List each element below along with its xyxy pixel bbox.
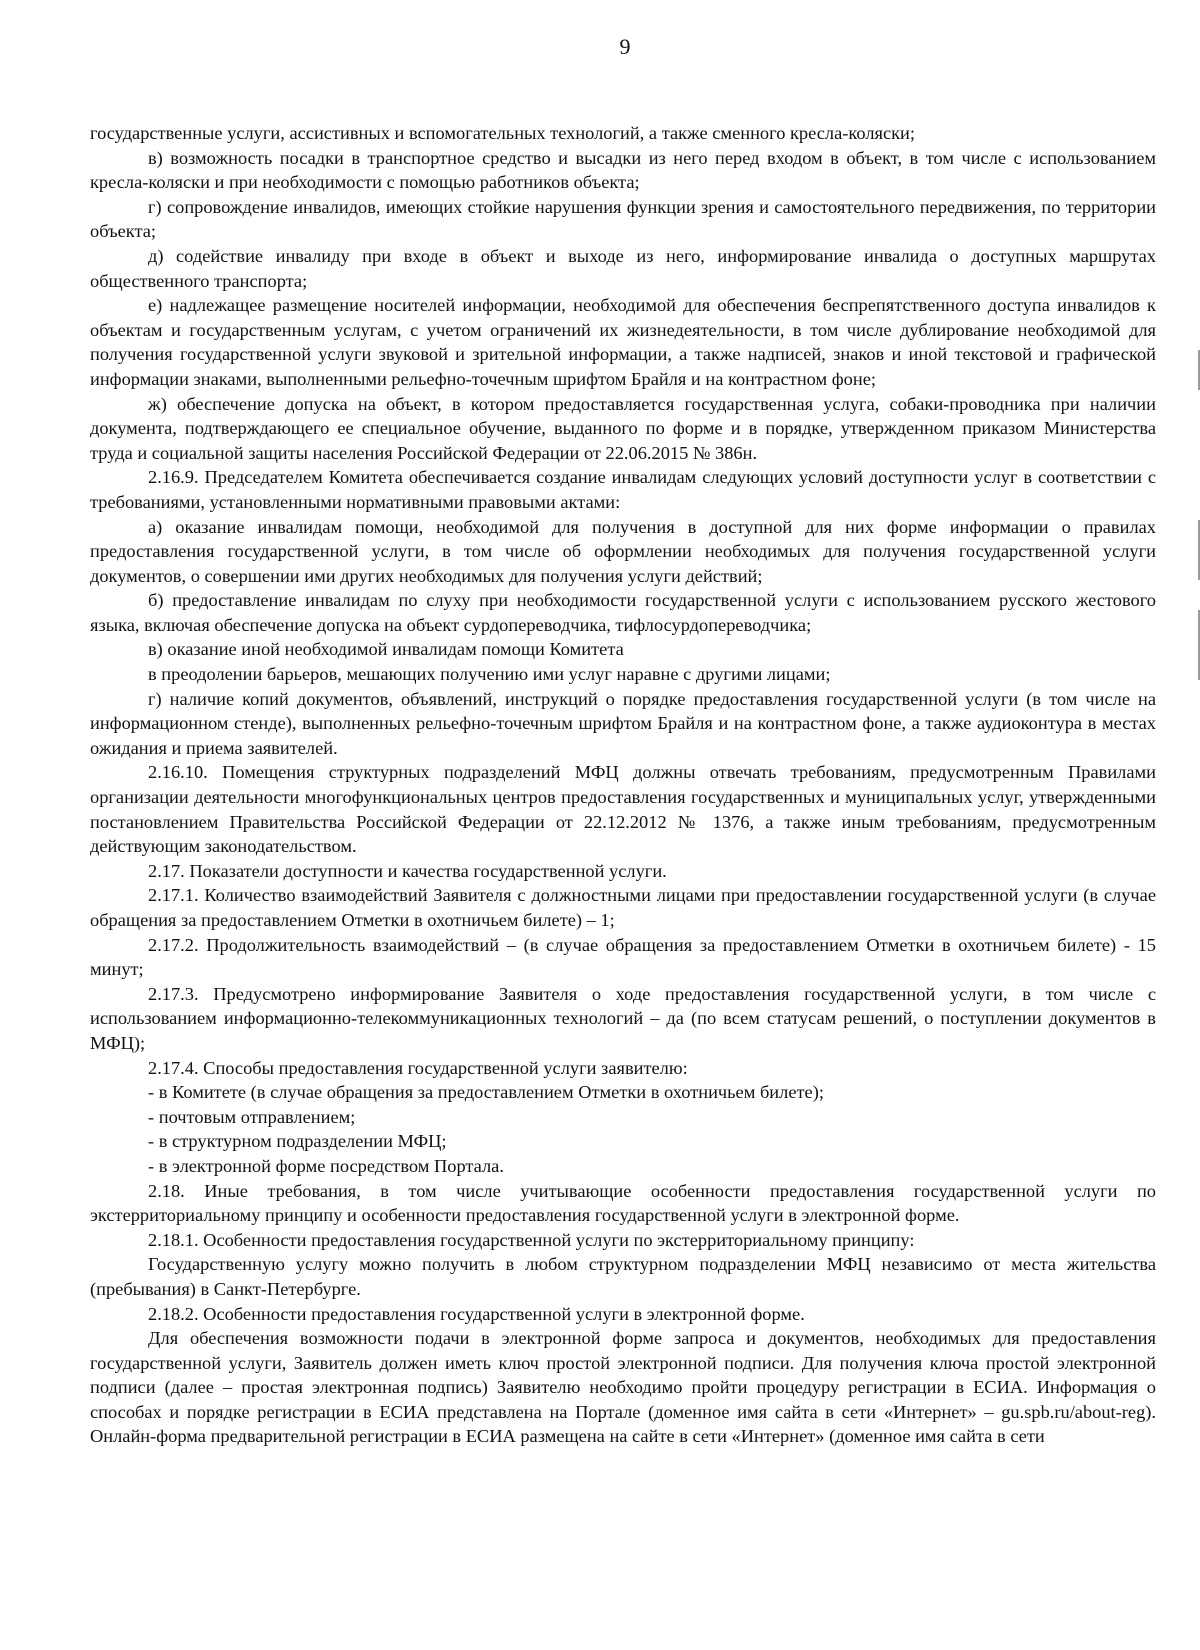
paragraph: Государственную услугу можно получить в любом структурном подразделении МФЦ независимо от места жительства (пребывания) в Санкт-Петербурге.	[90, 1254, 1156, 1299]
list-item: - почтовым отправлением;	[148, 1106, 356, 1127]
paragraph: а) оказание инвалидам помощи, необходимой для получения в доступной для них форме информации о правилах предоставления государственной услуги, в том числе об оформлении необходимых для получения государственной услуги документов, о совершении ими других необходимых для получения услуги действий;	[90, 516, 1156, 586]
paragraph: е) надлежащее размещение носителей информации, необходимой для обеспечения беспрепятственного доступа инвалидов к объектам и государственным услугам, с учетом ограничений их жизнедеятельности, в том числе дублирование необходимой для получения государственной услуги звуковой и зрительной информации, а также надписей, знаков и иной текстовой и графической информации знаками, выполненными рельефно-точечным шрифтом Брайля и на контрастном фоне;	[90, 295, 1156, 389]
paragraph: 2.18.2. Особенности предоставления государственной услуги в электронной форме.	[148, 1303, 805, 1324]
paragraph: Для обеспечения возможности подачи в электронной форме запроса и документов, необходимых для предоставления государственной услуги, Заявитель должен иметь ключ простой электронной подписи. Для получения ключа простой электронной подписи (далее – простая электронная подпись) Заявителю необходимо пройти процедуру регистрации в ЕСИА. Информация о способах и порядке регистрации в ЕСИА представлена на Портале (доменное имя сайта в сети «Интернет» – gu.spb.ru/about-reg). Онлайн-форма предварительной регистрации в ЕСИА размещена на сайте в сети «Интернет» (доменное имя сайта в сети	[90, 1328, 1156, 1447]
paragraph: 2.16.10. Помещения структурных подразделений МФЦ должны отвечать требованиям, предусмотренным Правилами организации деятельности многофункциональных центров предоставления государственных и муниципальных услуг, утвержденными постановлением Правительства Российской Федерации от 22.12.2012 № 1376, а также иным требованиям, предусмотренным действующим законодательством.	[90, 762, 1156, 857]
paragraph: в преодолении барьеров, мешающих получению ими услуг наравне с другими лицами;	[148, 664, 831, 685]
paragraph: государственные услуги, ассистивных и вспомогательных технологий, а также сменного кресла-коляски;	[90, 123, 916, 143]
list-item: - в Комитете (в случае обращения за предоставлением Отметки в охотничьем билете);	[148, 1082, 824, 1103]
list-item: - в структурном подразделении МФЦ;	[148, 1131, 447, 1152]
paragraph: 2.17. Показатели доступности и качества государственной услуги.	[148, 860, 667, 881]
paragraph: 2.17.1. Количество взаимодействий Заявителя с должностными лицами при предоставлении государственной услуги (в случае обращения за предоставлением Отметки в охотничьем билете) – 1;	[90, 885, 1156, 930]
document-body	[90, 121, 1156, 1449]
paragraph: в) возможность посадки в транспортное средство и высадки из него перед входом в объект, в том числе с использованием кресла-коляски и при необходимости с помощью работников объекта;	[90, 147, 1156, 193]
paragraph: 2.16.9. Председателем Комитета обеспечивается создание инвалидам следующих условий доступности услуг в соответствии с требованиями, установленными нормативными правовыми актами:	[90, 467, 1156, 512]
list-item: - в электронной форме посредством Портала.	[148, 1155, 504, 1176]
paragraph: д) содействие инвалиду при входе в объект и выходе из него, информирование инвалида о доступных маршрутах общественного транспорта;	[90, 245, 1156, 291]
paragraph: в) оказание иной необходимой инвалидам помощи Комитета	[148, 639, 624, 660]
paragraph: 2.18. Иные требования, в том числе учитывающие особенности предоставления государственной услуги по экстерриториальному принципу и особенности предоставления государственной услуги в электронной форме.	[90, 1180, 1156, 1226]
paragraph: г) наличие копий документов, объявлений, инструкций о порядке предоставления государственной услуги (в том числе на информационном стенде), выполненных рельефно-точечным шрифтом Брайля и на контрастном фоне, а также аудиоконтура в местах ожидания и приема заявителей.	[90, 688, 1156, 758]
paragraph: 2.17.3. Предусмотрено информирование Заявителя о ходе предоставления государственной услуги, в том числе с использованием информационно-телекоммуникационных технологий – да (по всем статусам решений, о поступлении документов в МФЦ);	[90, 983, 1156, 1053]
paragraph: г) сопровождение инвалидов, имеющих стойкие нарушения функции зрения и самостоятельного передвижения, по территории объекта;	[90, 196, 1156, 242]
paragraph: б) предоставление инвалидам по слуху при необходимости государственной услуги с использованием русского жестового языка, включая обеспечение допуска на объект сурдопереводчика, тифлосурдопереводчика;	[90, 590, 1156, 635]
paragraph: ж) обеспечение допуска на объект, в котором предоставляется государственная услуга, собаки-проводника при наличии документа, подтверждающего ее специальное обучение, выданного по форме и в порядке, утвержденном приказом Министерства труда и социальной защиты населения Российской Федерации от 22.06.2015 № 386н.	[90, 393, 1156, 463]
page-number: 9	[619, 34, 631, 59]
paragraph: 2.17.4. Способы предоставления государственной услуги заявителю:	[148, 1057, 688, 1078]
paragraph: 2.17.2. Продолжительность взаимодействий – (в случае обращения за предоставлением Отметки в охотничьем билете) - 15 минут;	[90, 934, 1156, 980]
paragraph: 2.18.1. Особенности предоставления государственной услуги по экстерриториальному принципу:	[148, 1229, 915, 1250]
